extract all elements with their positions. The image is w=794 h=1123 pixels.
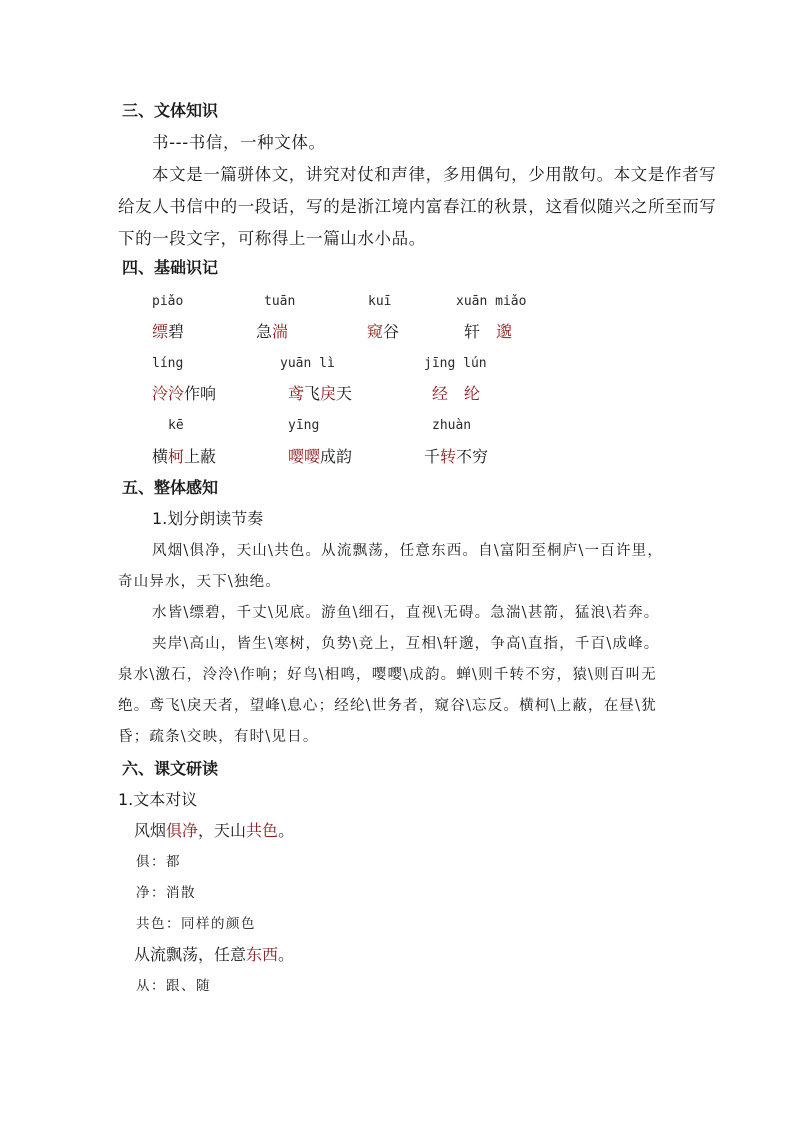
word-yingying-key: 嘤嘤	[288, 447, 321, 466]
rhythm-line4: 夹岸\高山，皆生\寒树，负势\竞上，互相\轩邈，争高\直指，千百\成峰。	[152, 636, 660, 652]
word-yuanfei-rest: 天	[336, 384, 353, 403]
word-kuigu-key: 窥	[367, 322, 384, 341]
pinyin-kui: kuī	[368, 294, 392, 309]
word-piaobi	[152, 322, 184, 342]
note-ju: 俱：都	[136, 854, 181, 870]
word-xuanmiao	[464, 322, 512, 342]
note-gongse: 共色：同样的颜色	[136, 916, 256, 932]
section-5-heading: 五、整体感知	[122, 478, 219, 497]
quote1-c: ，天山	[198, 821, 247, 840]
word-jituan	[256, 322, 288, 342]
word-yuanfei-key2: 戾	[320, 384, 337, 403]
word-qianzhuan-key: 转	[440, 447, 457, 466]
sec3-para-line2: 给友人书信中的一段话，写的是浙江境内富春江的秋景，这看似随兴之所至而写	[118, 197, 717, 216]
word-yingying	[288, 447, 352, 467]
word-lingling	[152, 384, 216, 404]
rhythm-line6: 绝。鸢飞\戾天者，望峰\息心；经纶\世务者，窥谷\忘反。横柯\上蔽，在昼\犹	[118, 698, 657, 714]
word-xuanmiao-gap	[480, 322, 496, 341]
word-qianzhuan-rest: 不穷	[456, 447, 489, 466]
word-jinglun-key2: 纶	[464, 384, 481, 403]
pinyin-yuan-li: yuān lì	[280, 356, 335, 371]
rhythm-line2: 奇山异水，天下\独绝。	[118, 574, 282, 590]
quote1-d: 共色	[246, 821, 279, 840]
word-hengke-key: 柯	[168, 447, 185, 466]
sec3-para-line1: 本文是一篇骈体文，讲究对仗和声律，多用偶句，少用散句。本文是作者写	[152, 165, 717, 184]
word-yingying-rest: 成韵	[320, 447, 353, 466]
word-qianzhuan	[424, 447, 488, 467]
pinyin-xuan-miao: xuān miǎo	[456, 294, 527, 309]
word-kuigu	[367, 322, 399, 342]
word-qianzhuan-pre: 千	[424, 447, 441, 466]
word-xuanmiao-pre: 轩	[464, 322, 481, 341]
rhythm-line7: 昏；疏条\交映，有时\见日。	[118, 729, 319, 745]
pinyin-piao: piǎo	[152, 294, 184, 309]
pinyin-ling: líng	[152, 356, 184, 371]
word-yuanfei	[288, 384, 352, 404]
sec5-subheading: 1.划分朗读节奏	[152, 509, 264, 528]
word-yuanfei-mid: 飞	[304, 384, 321, 403]
note-jing: 净：消散	[136, 885, 196, 901]
quote1-a: 风烟	[134, 821, 167, 840]
pinyin-ying: yīng	[288, 418, 320, 433]
rhythm-line5: 泉水\激石，泠泠\作响；好鸟\相鸣，嘤嘤\成韵。蝉\则千转不穷，猿\则百叫无	[118, 667, 657, 683]
pinyin-jing-lun: jīng lún	[424, 356, 487, 371]
pinyin-tuan: tuān	[264, 294, 296, 309]
word-hengke-rest: 上蔽	[184, 447, 217, 466]
pinyin-ke: kē	[168, 418, 184, 433]
word-lingling-key: 泠泠	[152, 384, 185, 403]
word-yuanfei-key: 鸢	[288, 384, 305, 403]
word-piaobi-key: 缥	[152, 322, 169, 341]
word-xuanmiao-key: 邈	[496, 322, 513, 341]
quote2-c: 。	[278, 945, 295, 964]
word-hengke-pre: 横	[152, 447, 169, 466]
word-lingling-rest: 作响	[184, 384, 217, 403]
word-jituan-pre: 急	[256, 322, 273, 341]
word-hengke	[152, 447, 216, 467]
rhythm-line1: 风烟\俱净，天山\共色。从流飘荡，任意东西。自\富阳至桐庐\一百许里，	[152, 543, 664, 559]
quote2-b: 东西	[246, 945, 279, 964]
word-kuigu-rest: 谷	[383, 322, 400, 341]
sec3-line1: 书---书信，一种文体。	[152, 133, 326, 152]
quote2-a: 从流飘荡，任意	[134, 945, 247, 964]
sec3-para-line3: 下的一段文字，可称得上一篇山水小品。	[118, 229, 426, 248]
quote1-e: 。	[278, 821, 295, 840]
word-jinglun	[432, 384, 480, 404]
quote-line2	[134, 945, 294, 965]
word-jinglun-key: 经	[432, 384, 449, 403]
quote1-b: 俱净	[166, 821, 199, 840]
section-6-heading: 六、课文研读	[122, 759, 219, 778]
pinyin-zhuan: zhuàn	[432, 418, 472, 433]
section-4-heading: 四、基础识记	[122, 258, 219, 277]
word-piaobi-rest: 碧	[168, 322, 185, 341]
word-jinglun-gap	[448, 384, 464, 403]
quote-line1	[134, 821, 294, 841]
section-3-heading: 三、文体知识	[122, 101, 219, 120]
word-jituan-key: 湍	[272, 322, 289, 341]
rhythm-line3: 水皆\缥碧，千丈\见底。游鱼\细石，直视\无碍。急湍\甚箭，猛浪\若奔。	[152, 605, 660, 621]
sec6-subheading: 1.文本对议	[118, 790, 198, 809]
note-cong: 从：跟、随	[136, 978, 211, 994]
